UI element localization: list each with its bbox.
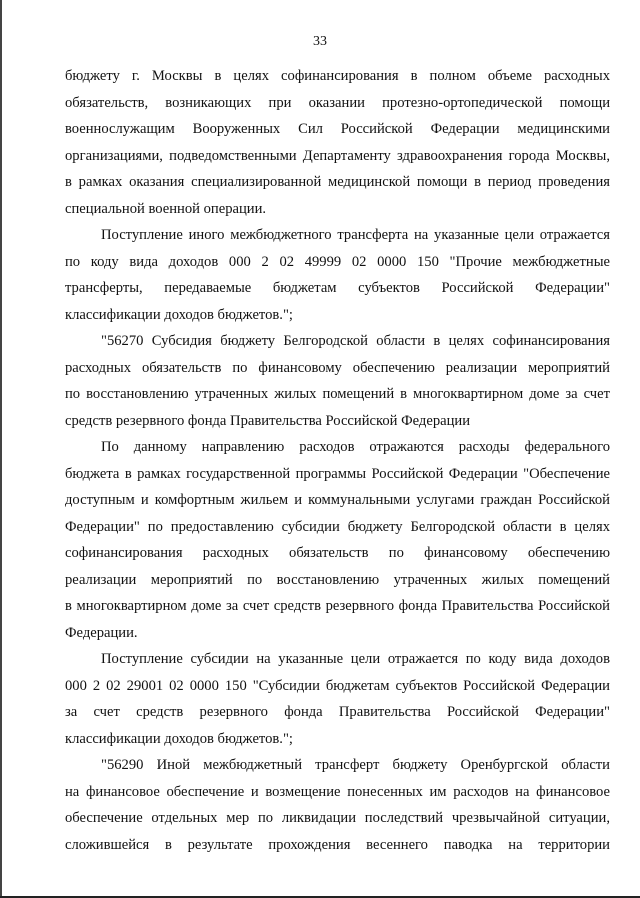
text-line: классификации доходов бюджетов."; bbox=[65, 730, 293, 747]
text-line: в рамках оказания специализированной медицинской помощи в период проведения bbox=[65, 174, 610, 190]
text-line: по коду вида доходов 000 2 02 49999 02 0000 150 "Прочие межбюджетные bbox=[65, 253, 610, 270]
text-line: Федерации. bbox=[65, 624, 138, 641]
text-line: "56290 Иной межбюджетный трансферт бюджету Оренбургской области bbox=[101, 757, 610, 773]
document-body bbox=[65, 63, 610, 858]
text-line: софинансирования расходных обязательств по финансовому обеспечению bbox=[65, 545, 610, 561]
text-line: расходных обязательств по финансовому обеспечению реализации мероприятий bbox=[65, 359, 610, 376]
text-line: в многоквартирном доме за счет средств резервного фонда Правительства Российской bbox=[65, 598, 610, 614]
text-line: трансферты, передаваемые бюджетам субъектов Российской Федерации" bbox=[65, 280, 610, 296]
text-line: на финансовое обеспечение и возмещение понесенных им расходов на финансовое bbox=[65, 783, 610, 800]
page-number: 33 bbox=[313, 34, 327, 49]
text-line: обеспечение отдельных мер по ликвидации последствий чрезвычайной ситуации, bbox=[65, 810, 610, 826]
text-line: организациями, подведомственными Департаменту здравоохранения города Москвы, bbox=[65, 147, 610, 164]
text-line: Поступление иного межбюджетного трансферта на указанные цели отражается bbox=[101, 227, 610, 243]
text-line: сложившейся в результате прохождения весеннего паводка на территории bbox=[65, 836, 610, 853]
text-line: классификации доходов бюджетов."; bbox=[65, 306, 293, 323]
text-line: Федерации" по предоставлению субсидии бюджету Белгородской области в целях bbox=[65, 518, 610, 535]
text-line: По данному направлению расходов отражаются расходы федерального bbox=[101, 439, 610, 455]
text-line: "56270 Субсидия бюджету Белгородской области в целях софинансирования bbox=[101, 333, 610, 349]
text-line: реализации мероприятий по восстановлению утраченных жилых помещений bbox=[65, 571, 610, 588]
text-line: по восстановлению утраченных жилых помещений в многоквартирном доме за счет bbox=[65, 386, 610, 402]
scan-edge-left bbox=[0, 0, 2, 898]
text-line: доступным и комфортным жильем и коммунальными услугами граждан Российской bbox=[65, 492, 610, 508]
text-line: военнослужащим Вооруженных Сил Российской Федерации медицинскими bbox=[65, 121, 610, 137]
text-line: обязательств, возникающих при оказании протезно-ортопедической помощи bbox=[65, 94, 610, 111]
text-line: Поступление субсидии на указанные цели отражается по коду вида доходов bbox=[101, 651, 610, 667]
text-line: за счет средств резервного фонда Правительства Российской Федерации" bbox=[65, 704, 610, 720]
text-line: бюджета в рамках государственной программы Российской Федерации "Обеспечение bbox=[65, 465, 610, 482]
text-line: 000 2 02 29001 02 0000 150 "Субсидии бюджетам субъектов Российской Федерации bbox=[65, 677, 610, 694]
text-line: средств резервного фонда Правительства Российской Федерации bbox=[65, 412, 471, 429]
text-line: бюджету г. Москвы в целях софинансирования в полном объеме расходных bbox=[65, 68, 610, 84]
text-line: специальной военной операции. bbox=[65, 200, 267, 217]
